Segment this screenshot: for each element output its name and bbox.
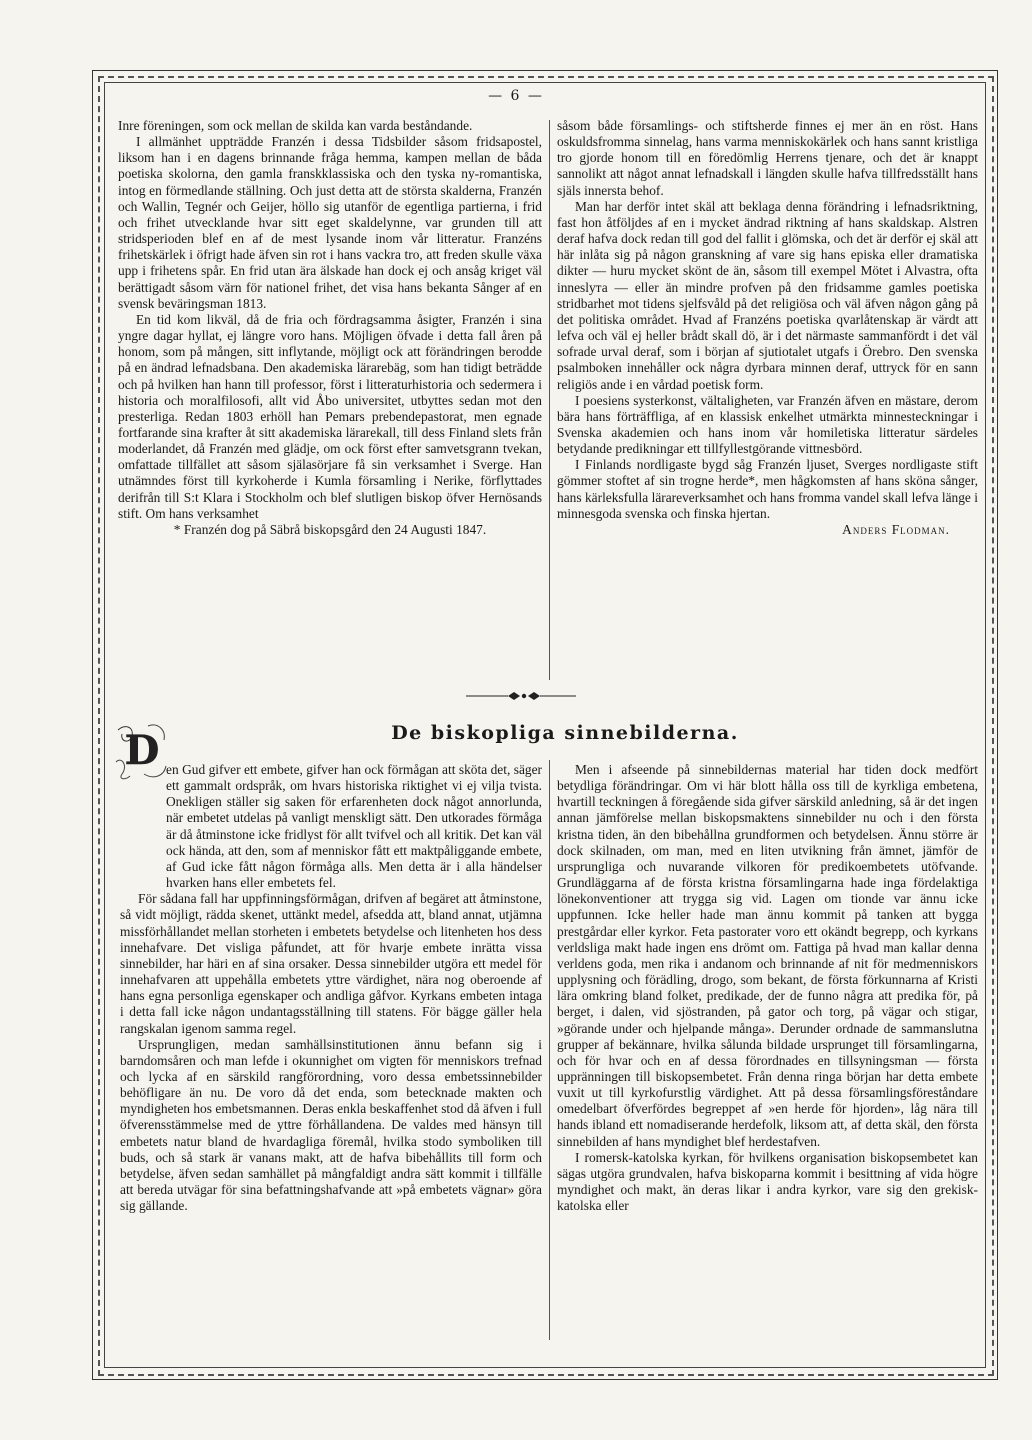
paragraph: Man har derför intet skäl att beklaga denna förändring i lefnadsriktning, fast hon åtföljdes af en i mycket ändrad riktning af hans skaldskap. Alstren deraf hafva dock redan till god del fallit i glömska, och det är derför ej skäl att här inlåta sig på någon granskning af vare sig hans episka eller dramatiska dikter — huru mycket skönt de än, såsom till exempel Mötet i Alvastra, ofta inneslута — eller än mindre profven på den fridsamme gamles poetiska stridbarhet mot tidens sjelfsvåld på det religiösa och väl äfven någon gång på det politiska området. Hvad af Franzéns poetiska qvarlåtenskap är värdt att lefva och väl ej heller brådt skall dö, är i det närmaste sammanfördt i det väl sofrade urval deraf, som i början af sjutiotalet utgafs i Örebro. Den svenska psalmboken innehåller ock några dyrbara minnen deraf, uttryck för en sann religiös ande i en vårdad poetisk form. [557,198,978,392]
paragraph: I romersk-katolska kyrkan, för hvilkens organisation biskopsembetet kan sägas utgöra grundvalen, hafva biskoparna kommit i besittning af vida högre myndighet och makt, än deras likar i andra kyrkor, vare sig den grekisk-katolska eller [557,1149,978,1214]
dropcap-letter: D [124,727,160,774]
paragraph: I poesiens systerkonst, vältaligheten, var Franzén äfven en mästare, derom bära hans förträffliga, af en klassisk enkelhet utmärkta minnesteckningar i Svenska akademien och hans inom vår homiletiska litteratur särdeles betydande predikningar ett tillfyllestgörande vittnesbörd. [557,392,978,457]
article2-column-left [120,762,542,1214]
paragraph: En tid kom likväl, då de fria och fördragsamma åsigter, Franzén i sina yngre dagar hyllat, ej längre voro hans. Möjligen öfvade i detta fall åren på honom, som på mången, sitt inflytande, möjligt ock att förändringen berodde på en ändrad lefnadsbana. Den akademiska lärarebäg, som han tidigt beträdde och på hvilken han hann till professor, först i litteraturhistoria och sedermera i historia och moralfilosofi, allt vid Åbo universitet, utbyttes sedan mot den presterliga. Redan 1803 erhöll han Pemars prebendepastorat, men egnade fortfarande sina krafter åt sitt akademiska lärarekall, till dess Finland slets från moderlandet, då Franzén med glädje, om ock först efter samvetsgrann tvekan, omfattade tillfället att såsom själasörjare få sin verksamhet i Sverge. Han utnämndes först till kyrkoherde i Kumla församling i Nerike, förflyttades derifrån till S:t Klara i Stockholm och blef slutligen biskop öfver Hernösands stift. Om hans verksamhet [118,311,542,521]
page-number: — 6 — [488,88,544,104]
column-divider-top [549,120,550,680]
lead-paragraph-text: en Gud gifver ett embete, gifver han ock förmågan att sköta det, säger ett gammalt ordspråk, om hvars historiska riktighet vi ej vilja tvista. Onekligen ställer sig saken för erfarenheten dock något annorlunda, när embetet utdelas på vanligt menskligt sätt. Den utkorades förmåga är då åtminstone icke fridlyst för allt tvifvel och all kritik. Det kan väl ock hända, att den, som af menniskor fått ett maktpåliggande embete, af Gud icke fått någon förmåga alls. Men detta är i alla händelser hvarken hans eller embetets fel. [166,762,542,891]
paragraph: Ursprungligen, medan samhällsinstitutionen ännu befann sig i barndomsåren och man lefde i okunnighet om vigten för menniskors trefnad och lycka af en särskild rangförordning, voro dessa embetssinnebilder behöfligare än nu. De voro då det enda, som betecknade makten och myndigheten hos embetsmannen. Deras enkla beskaffenhet stod då äfven i full öfverensstämmelse med de yttre förhållandena. De valdes med hänsyn till embetets natur bland de hvardagliga föremål, hvilka stodo symboliken till buds, och så stark är vanans makt, att de hafva bibehållits till form och betydelse, äfven sedan samhället på mångfaldigt andra sätt kommit i tillfälle att bereda utvägar för sina befattningshafvande att »på embetets vägnar» göra sig gällande. [120,1036,542,1214]
paragraph [120,762,542,891]
paragraph: För sådana fall har uppfinningsförmågan, drifven af begäret att åtminstone, så vidt möjligt, rädda skenet, uttänkt medel, afsedda att, bland annat, utjämna missförhållandet mellan storheten i embetets betydelse och litenheten hos dess innehafvare. Det visliga påfundet, att för hvarje embete inrätta vissa sinnebilder, har häri en af sina orsaker. Dessa sinnebilder utgöra ett medel för innehafvaren att uppehålla embetets yttre värdighet, nära nog oberoende af hans egna personliga egenskaper och andliga gåfvor. Kyrkans embeten intaga i detta fall icke någon undantagsställning till statens. För bägge gäller hela rangskalan igenom samma regel. [120,891,542,1036]
article-title: De biskopliga sinnebilderna. [391,722,739,744]
section-divider-ornament [466,690,576,702]
article2-column-right [557,762,978,1214]
paragraph: Inre föreningen, som ock mellan de skilda kan varda beståndande. [118,118,473,133]
author-signature: Anders Flodman. [842,521,950,537]
article1-column-right [557,118,978,538]
paragraph: I allmänhet uppträdde Franzén i dessa Tidsbilder såsom fridsapostel, liksom han i en dagens brinnande fråga hemma, kampen mellan de båda poetiska skolorna, den gamla franskklassiska och den tyska ny-romantiska, intog en förmedlande ställning. Och just detta att de största skalderna, Franzén och Wallin, Tegnér och Geijer, höllo sig utanför de egentliga partierna, i frid och frihet utvecklande hvar sitt eget skaldelynne, var grunden till att stridsperioden blef en af de mest lysande inom vår litteratur. Franzéns frihetskärlek i öfrigt hade äfven sin rot i hans vackra tro, att freden skulle växa upp i frihetens spår. En frid utan ära älskade han dock ej och ansåg kriget väl berättigadt såsom värn för nationel frihet, det visa hans bekanta Sånger af en svensk beväringsman 1813. [118,134,542,311]
paragraph: Men i afseende på sinnebildernas material har tiden dock medfört betydliga förändringar. Om vi här blott hålla oss till de kyrkliga embetena, hvartill teckningen å föregående sida gifver särskild anledning, så är det ingen annan jämförelse mellan biskopsmaktens sinnebilder nu och i den första kristna tiden, än den bibehållna grundformen och betydelsen. Ännu större är dock skilnaden, om man, med en liten utvikning från ämnet, jämför de ursprungliga och nuvarande vilkoren för predikoembetets utöfvande. Grundläggarna af de första kristna församlingarna hade inga fördelaktiga lönekonventioner att trygga sig vid. Lagen om tionde var ännu icke uppfunnen. Icke heller hade man ännu kommit på tanken att bygga prestgårdar eller kyrkor. Feta pastorater voro ett okändt begrepp, och kyrkans verldsliga makt hade ingen ens drömt om. Fattiga på hvad man kallar denna verldens goda, men rika i andanom och brinnande af nit för medmenniskors upplysning och förädling, drogo, som bekant, de första förkunnarna af Kristi lära omkring bland folket, predikade, der de funno några att predika för, på berget, i dalen, vid sjöstranden, på gator och torg, på vägar och stigar, »görande under och hjelpande många». Derunder ordnade de sammanslutna grupper af bekännare, hvilka sålunda bildade ursprunget till församlingarna, och för hvar och en af dessa förordnades en tillsyningsman — första uppränningen till biskopsembetet. Från denna ringa början har detta embete vuxit ut till kyrkofurstlig värdighet. Att på dessa församlingsföreståndare omedelbart öfverfördes begreppet af »en herde för hjorden», låg nära till hands ibland ett nomadiserande herdefolk, liksom att, af detta skäl, den första sinnebilden af hans myndighet blef herdestafven. [557,762,978,1149]
article1-column-left [118,118,542,538]
paragraph: såsom både församlings- och stiftsherde finnes ej mer än en röst. Hans oskuldsfromma sinnelag, hans varma menniskokärlek och hans sannt kristliga tro gjorde honom till en föredömlig Herrens tjenare, och det är knappt sannolikt att något annat lefnadskall i längden skulle hafva tillfredsställt hans själs innersta behof. [557,118,978,198]
paragraph: I Finlands nordligaste bygd såg Franzén ljuset, Sverges nordligaste stift gömmer stoftet af sin trogne herde*, men hågkomsten af hans sköna sånger, hans kärleksfulla lärareverksamhet och hans fromma vandel skall lefva länge i minnesgoda svenska och finska hjertan. [557,457,978,521]
column-divider-bottom [549,760,550,1340]
footnote: * Franzén dog på Säbrå biskopsgård den 24 Augusti 1847. [173,521,487,537]
